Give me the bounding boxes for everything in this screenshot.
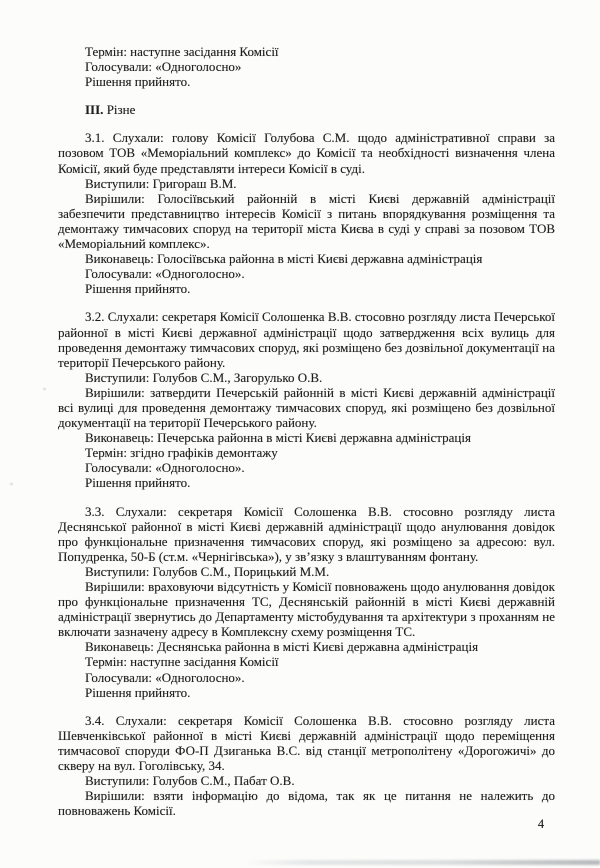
item-3-4-vyrishyly: Вирішили: взяти інформацію до відома, так як це питання не належить до повноважень Комісії. <box>58 788 555 819</box>
carryover-termin-line: Термін: наступне засідання Комісії <box>85 44 279 59</box>
item-3-1-holosuvaly: Голосували: «Одноголосно». <box>85 266 245 282</box>
item-3-2-sluhaly: 3.2. Слухали: секретаря Комісії Солошенка В.В. стосовно розгляду листа Печерської районної в місті Києві державної адміністрації щодо затвердження всіх вулиць для проведення демонтажу тимчасових споруд, які розміщено без дозвільної документації на території Печерського району. <box>58 309 555 370</box>
item-3-3-termin: Термін: наступне засідання Комісії <box>85 654 279 670</box>
carryover-rishennia-line: Рішення прийнято. <box>85 74 191 90</box>
section-title: Різне <box>103 102 136 118</box>
item-3-2-vystupyly: Виступили: Голубов С.М., Загорулько О.В. <box>85 369 323 385</box>
item-3-2-holosuvaly: Голосували: «Одноголосно». <box>85 460 245 476</box>
item-3-3-sluhaly: 3.3. Слухали: секретаря Комісії Солошенка В.В. стосовно розгляду листа Деснянської районної в місті Києві державній адміністрації щодо анулювання довідок про функціональне призначення тимчасових споруд, які розміщено за адресою: вул. Попудренка, 50-Б (ст.м. «Чернігівська»), у зв’язку з влаштуванням фонтану. <box>58 503 555 564</box>
scan-artifact-speck <box>43 388 46 390</box>
item-3-3-vykonavets: Виконавець: Деснянська районна в місті Києві державна адміністрація <box>85 639 479 655</box>
item-3-2-vyrishyly: Вирішили: затвердити Печерській районній в місті Києві державній адміністрації всі вулиці для проведення демонтажу тимчасових споруд, які розміщено без дозвільної документації на території Печерського району. <box>58 384 555 431</box>
item-3-3-vystupyly: Виступили: Голубов С.М., Порицький М.М. <box>85 563 330 579</box>
item-3-1-sluhaly: 3.1. Слухали: голову Комісії Голубова С.М. щодо адміністративної справи за позовом ТОВ «Меморіальний комплекс» до Комісії та необхідності визначення члена Комісії, який буде представляти інтереси Комісії в суді. <box>58 130 555 176</box>
item-3-1-vykonavets: Виконавець: Голосіївська районна в місті Києві державна адміністрація <box>85 251 483 267</box>
scan-artifact-bottom-streak <box>245 860 600 865</box>
document-body <box>58 44 555 818</box>
item-3-1-vyrishyly: Вирішили: Голосіївський районній в місті Києві державній адміністрації забезпечити представництво інтересів Комісії з питань впорядкування розміщення та демонтажу тимчасових споруд на території міста Києва в суді у справі за позовом ТОВ «Меморіальний комплекс». <box>58 190 555 252</box>
item-3-3-rishennia: Рішення прийнято. <box>85 684 191 700</box>
item-3-1-vystupyly: Виступили: Григораш В.М. <box>85 175 237 191</box>
section-number: III. <box>85 102 104 118</box>
scan-artifact-speck <box>10 483 13 485</box>
carryover-holosuvaly-line: Голосували: «Одноголосно» <box>85 59 242 75</box>
item-3-4-sluhaly: 3.4. Слухали: секретаря Комісії Солошенка В.В. стосовно розгляду листа Шевченківської районної в місті Києві державній адміністрації щодо переміщення тимчасової споруди ФО-П Дзиганька В.С. від станції метрополітену «Дорогожичі» до скверу на вул. Гоголівську, 34. <box>58 712 555 774</box>
item-3-1-rishennia: Рішення прийнято. <box>85 281 191 297</box>
item-3-2-rishennia: Рішення прийнято. <box>85 475 191 491</box>
item-3-3-holosuvaly: Голосували: «Одноголосно». <box>85 669 245 685</box>
item-3-3-vyrishyly: Вирішили: враховуючи відсутність у Комісії повноважень щодо анулювання довідок про функціональне призначення ТС, Деснянській районній в місті Києві державній адміністрації звернутись до Департаменту містобудування та архітектури з проханням не включати зазначену адресу в Комплексну схему розміщення ТС. <box>58 579 555 640</box>
item-3-4-vystupyly: Виступили: Голубов С.М., Пабат О.В. <box>85 773 295 789</box>
item-3-2-vykonavets: Виконавець: Печерська районна в місті Києві державна адміністрація <box>85 430 471 446</box>
item-3-2-termin: Термін: згідно графіків демонтажу <box>85 445 278 461</box>
page-number: 4 <box>537 817 545 831</box>
section-heading <box>58 102 555 117</box>
